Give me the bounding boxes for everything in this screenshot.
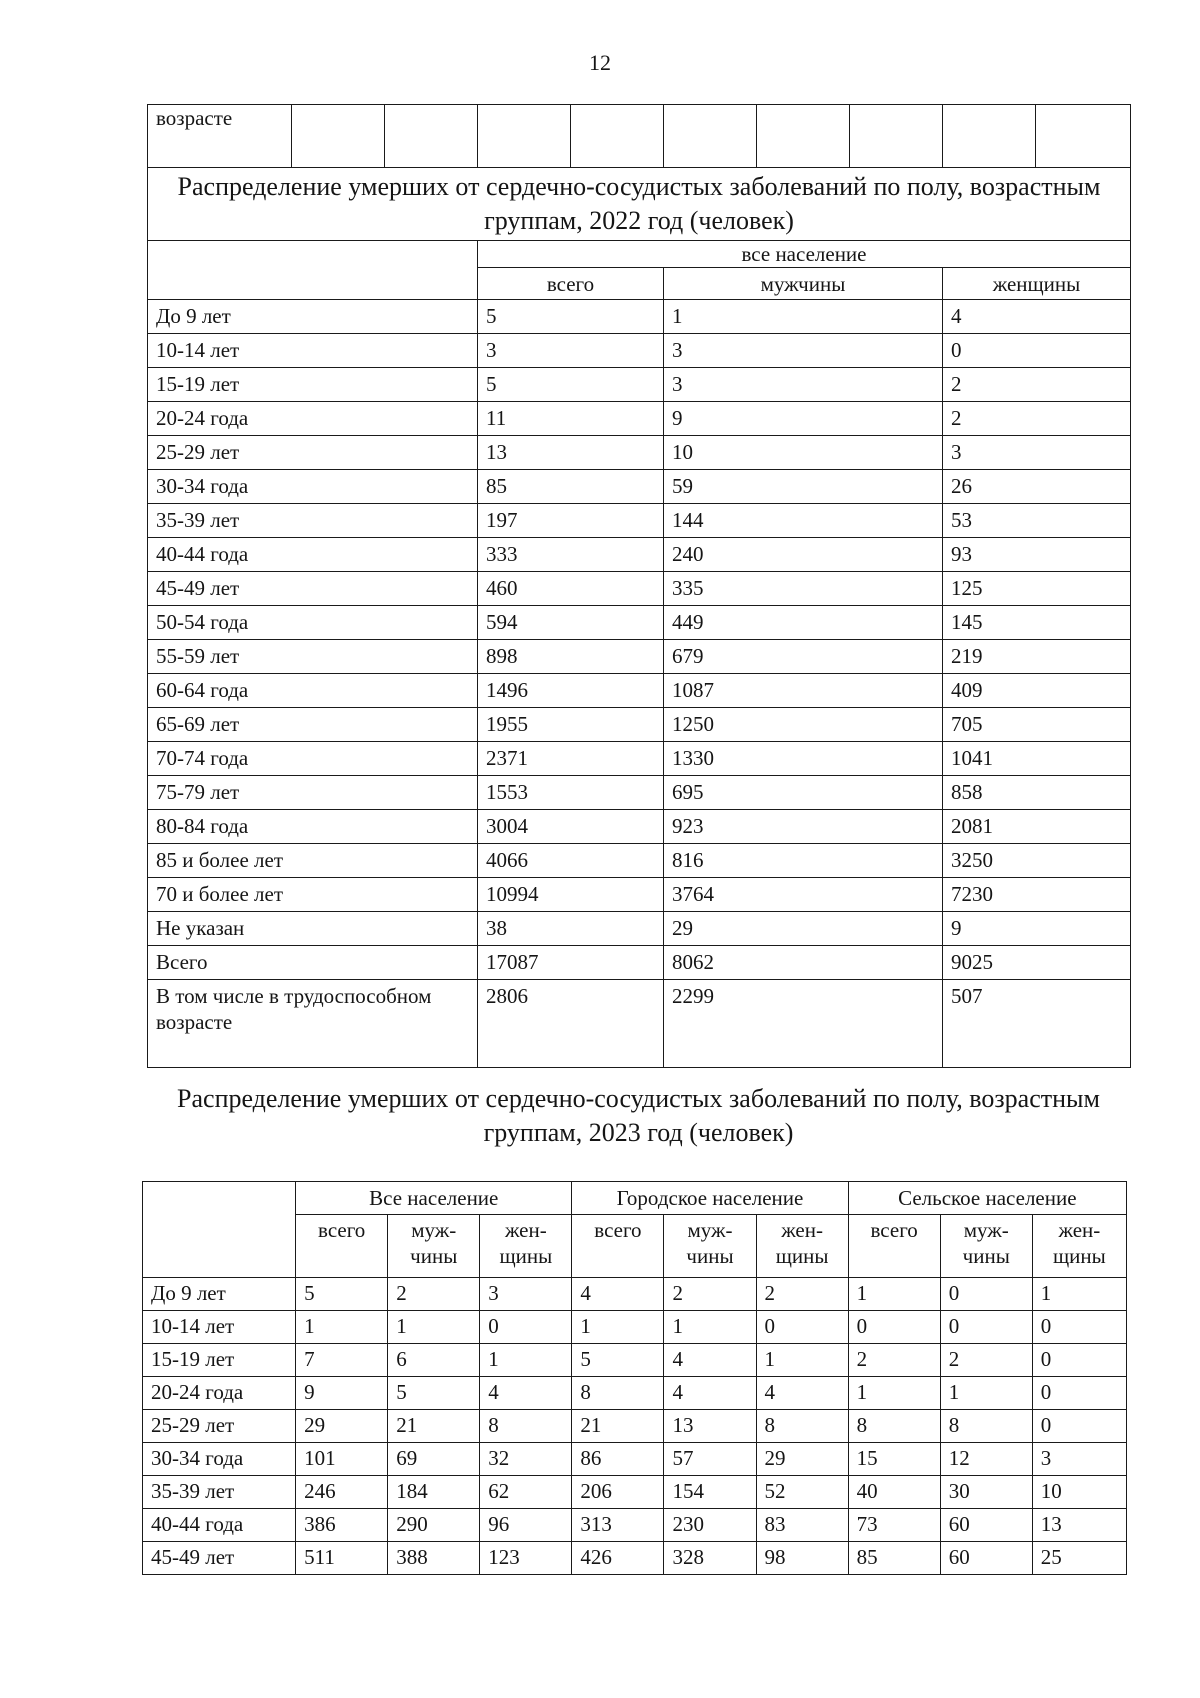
table-cell: 144 bbox=[664, 504, 943, 538]
row-label: 75-79 лет bbox=[148, 776, 478, 810]
table-cell: 816 bbox=[664, 844, 943, 878]
table-cell: 1087 bbox=[664, 674, 943, 708]
table-cell: 10994 bbox=[478, 878, 664, 912]
table-cell: 85 bbox=[478, 470, 664, 504]
table-row bbox=[148, 912, 1131, 946]
table-cell: 219 bbox=[943, 640, 1131, 674]
table-cell: 9 bbox=[664, 402, 943, 436]
table-cell: 8 bbox=[756, 1410, 848, 1443]
row-label: 25-29 лет bbox=[143, 1410, 296, 1443]
table-cell: 8 bbox=[940, 1410, 1032, 1443]
table-row bbox=[148, 878, 1131, 912]
table-cell: 98 bbox=[756, 1542, 848, 1575]
table-cell: 0 bbox=[940, 1278, 1032, 1311]
page-number: 12 bbox=[589, 50, 611, 75]
table-row bbox=[148, 300, 1131, 334]
table-cell: 125 bbox=[943, 572, 1131, 606]
table-cell: 1 bbox=[1032, 1278, 1126, 1311]
row-label: 45-49 лет bbox=[148, 572, 478, 606]
table-cell: 4 bbox=[572, 1278, 664, 1311]
table-cell: 1 bbox=[296, 1311, 388, 1344]
row-label: 70 и более лет bbox=[148, 878, 478, 912]
table-cell: 3 bbox=[943, 436, 1131, 470]
table-cell: 5 bbox=[296, 1278, 388, 1311]
table-cell: 705 bbox=[943, 708, 1131, 742]
table-row bbox=[148, 606, 1131, 640]
table-cell: 29 bbox=[756, 1443, 848, 1476]
table-cell: 4 bbox=[480, 1377, 572, 1410]
table-2023-subcolumn-header: всего bbox=[572, 1215, 664, 1278]
table-row bbox=[143, 1344, 1127, 1377]
table-cell: 154 bbox=[664, 1476, 756, 1509]
table-cell: 1955 bbox=[478, 708, 664, 742]
table-row bbox=[148, 368, 1131, 402]
row-label: 20-24 года bbox=[143, 1377, 296, 1410]
row-label: 40-44 года bbox=[143, 1509, 296, 1542]
table-cell: 3250 bbox=[943, 844, 1131, 878]
table-cell: 6 bbox=[388, 1344, 480, 1377]
table-cell: 409 bbox=[943, 674, 1131, 708]
row-label: 30-34 года bbox=[148, 470, 478, 504]
row-label: Не указан bbox=[148, 912, 478, 946]
table-row bbox=[143, 1377, 1127, 1410]
table-2023-subcolumn-header: жен-щины bbox=[756, 1215, 848, 1278]
table-cell: 52 bbox=[756, 1476, 848, 1509]
table-cell: 21 bbox=[572, 1410, 664, 1443]
table-cell: 32 bbox=[480, 1443, 572, 1476]
table-cell: 1 bbox=[480, 1344, 572, 1377]
table-cell: 290 bbox=[388, 1509, 480, 1542]
row-label: 65-69 лет bbox=[148, 708, 478, 742]
table-cell: 328 bbox=[664, 1542, 756, 1575]
table-2023-subcolumn-header: всего bbox=[296, 1215, 388, 1278]
table-cell: 10 bbox=[664, 436, 943, 470]
table-2023-subcolumn-header: муж-чины bbox=[664, 1215, 756, 1278]
table-cell: 62 bbox=[480, 1476, 572, 1509]
table-cell: 59 bbox=[664, 470, 943, 504]
table-cell: 2806 bbox=[478, 980, 664, 1068]
table-cell: 426 bbox=[572, 1542, 664, 1575]
table-row bbox=[148, 504, 1131, 538]
table-cell: 53 bbox=[943, 504, 1131, 538]
table-cell: 7 bbox=[296, 1344, 388, 1377]
table-cell: 101 bbox=[296, 1443, 388, 1476]
table-row bbox=[143, 1278, 1127, 1311]
table-2023-caption: Распределение умерших от сердечно-сосудистых заболеваний по полу, возрастным группам, 2023 год (человек) bbox=[177, 1084, 1100, 1147]
table-2023-subcolumn-header: муж-чины bbox=[940, 1215, 1032, 1278]
table-cell: 38 bbox=[478, 912, 664, 946]
table-cell: 695 bbox=[664, 776, 943, 810]
table-cell: 1553 bbox=[478, 776, 664, 810]
table-cell: 2 bbox=[943, 368, 1131, 402]
table-cell: 0 bbox=[1032, 1344, 1126, 1377]
table-cell: 0 bbox=[1032, 1311, 1126, 1344]
table-cell: 2 bbox=[943, 402, 1131, 436]
table-cell: 13 bbox=[478, 436, 664, 470]
table-cell: 184 bbox=[388, 1476, 480, 1509]
table-row bbox=[148, 742, 1131, 776]
table-2023-subcolumn-header: всего bbox=[848, 1215, 940, 1278]
table-row bbox=[143, 1311, 1127, 1344]
table-cell: 86 bbox=[572, 1443, 664, 1476]
table-cell: 2 bbox=[388, 1278, 480, 1311]
row-label: 55-59 лет bbox=[148, 640, 478, 674]
table-cell: 3 bbox=[1032, 1443, 1126, 1476]
table-cell: 2299 bbox=[664, 980, 943, 1068]
row-label: 70-74 года bbox=[148, 742, 478, 776]
table-cell: 7230 bbox=[943, 878, 1131, 912]
table-cell: 9025 bbox=[943, 946, 1131, 980]
row-label: 40-44 года bbox=[148, 538, 478, 572]
table-cell: 60 bbox=[940, 1509, 1032, 1542]
table-cell: 3 bbox=[664, 334, 943, 368]
table-cell: 4 bbox=[664, 1344, 756, 1377]
row-label: До 9 лет bbox=[143, 1278, 296, 1311]
table-cell: 1496 bbox=[478, 674, 664, 708]
table-cell: 679 bbox=[664, 640, 943, 674]
table-cell: 30 bbox=[940, 1476, 1032, 1509]
table-2023-subcolumn-header: жен-щины bbox=[480, 1215, 572, 1278]
row-label: 80-84 года bbox=[148, 810, 478, 844]
table-cell: 1 bbox=[848, 1278, 940, 1311]
row-label: 35-39 лет bbox=[148, 504, 478, 538]
table-cell: 460 bbox=[478, 572, 664, 606]
table-row bbox=[148, 640, 1131, 674]
table-cell: 386 bbox=[296, 1509, 388, 1542]
table-cell: 13 bbox=[664, 1410, 756, 1443]
table-cell: 57 bbox=[664, 1443, 756, 1476]
table-cell: 85 bbox=[848, 1542, 940, 1575]
table-cell: 12 bbox=[940, 1443, 1032, 1476]
table-cell: 898 bbox=[478, 640, 664, 674]
table-cell: 1 bbox=[848, 1377, 940, 1410]
table-cell: 4066 bbox=[478, 844, 664, 878]
row-label: 30-34 года bbox=[143, 1443, 296, 1476]
table-cell: 83 bbox=[756, 1509, 848, 1542]
row-label: 45-49 лет bbox=[143, 1542, 296, 1575]
table-cell: 923 bbox=[664, 810, 943, 844]
table-cell: 2 bbox=[848, 1344, 940, 1377]
table-cell: 511 bbox=[296, 1542, 388, 1575]
table-cell: 2 bbox=[940, 1344, 1032, 1377]
table-2023-group-header: Сельское население bbox=[848, 1182, 1126, 1215]
table-cell: 0 bbox=[940, 1311, 1032, 1344]
table-cell: 1041 bbox=[943, 742, 1131, 776]
table-2023-group-header: Все население bbox=[296, 1182, 572, 1215]
table-row bbox=[148, 980, 1131, 1068]
table-cell: 0 bbox=[848, 1311, 940, 1344]
table-cell: 0 bbox=[1032, 1377, 1126, 1410]
table-cell: 1330 bbox=[664, 742, 943, 776]
table-2023 bbox=[142, 1181, 1127, 1575]
table-cell: 4 bbox=[664, 1377, 756, 1410]
continuation-row-label: возрасте bbox=[148, 105, 292, 168]
table-row bbox=[143, 1443, 1127, 1476]
table-cell: 0 bbox=[480, 1311, 572, 1344]
row-label: 20-24 года bbox=[148, 402, 478, 436]
table-cell: 93 bbox=[943, 538, 1131, 572]
table-cell: 449 bbox=[664, 606, 943, 640]
table-row bbox=[148, 538, 1131, 572]
table-cell: 8062 bbox=[664, 946, 943, 980]
table-2023-corner bbox=[143, 1182, 296, 1278]
table-cell: 0 bbox=[756, 1311, 848, 1344]
row-label: 15-19 лет bbox=[143, 1344, 296, 1377]
table-cell: 2371 bbox=[478, 742, 664, 776]
table-cell: 73 bbox=[848, 1509, 940, 1542]
table-cell: 3 bbox=[664, 368, 943, 402]
table-cell: 9 bbox=[943, 912, 1131, 946]
table-cell: 5 bbox=[572, 1344, 664, 1377]
table-2023-subcolumn-header: жен-щины bbox=[1032, 1215, 1126, 1278]
table-2022 bbox=[147, 104, 1131, 1068]
row-label: В том числе в трудоспособном возрасте bbox=[148, 980, 478, 1068]
table-cell: 26 bbox=[943, 470, 1131, 504]
table-cell: 4 bbox=[943, 300, 1131, 334]
table-cell: 145 bbox=[943, 606, 1131, 640]
table-cell: 246 bbox=[296, 1476, 388, 1509]
table-2022-col-header: мужчины bbox=[664, 268, 943, 300]
table-row bbox=[148, 470, 1131, 504]
table-cell: 206 bbox=[572, 1476, 664, 1509]
table-cell: 13 bbox=[1032, 1509, 1126, 1542]
table-cell: 29 bbox=[296, 1410, 388, 1443]
table-cell: 25 bbox=[1032, 1542, 1126, 1575]
continuation-row bbox=[148, 105, 1131, 168]
table-2022-corner bbox=[148, 241, 478, 300]
table-cell: 197 bbox=[478, 504, 664, 538]
table-cell: 5 bbox=[388, 1377, 480, 1410]
row-label: 15-19 лет bbox=[148, 368, 478, 402]
row-label: 10-14 лет bbox=[148, 334, 478, 368]
table-cell: 240 bbox=[664, 538, 943, 572]
table-row bbox=[148, 776, 1131, 810]
table-row bbox=[148, 946, 1131, 980]
table-cell: 60 bbox=[940, 1542, 1032, 1575]
table-cell: 3764 bbox=[664, 878, 943, 912]
table-cell: 1250 bbox=[664, 708, 943, 742]
table-cell: 3 bbox=[478, 334, 664, 368]
table-row bbox=[148, 436, 1131, 470]
table-cell: 335 bbox=[664, 572, 943, 606]
table-cell: 2081 bbox=[943, 810, 1131, 844]
table-cell: 1 bbox=[664, 300, 943, 334]
row-label: 25-29 лет bbox=[148, 436, 478, 470]
table-row bbox=[148, 402, 1131, 436]
table-cell: 8 bbox=[848, 1410, 940, 1443]
table-cell: 230 bbox=[664, 1509, 756, 1542]
table-cell: 1 bbox=[572, 1311, 664, 1344]
table-row bbox=[143, 1476, 1127, 1509]
row-label: 50-54 года bbox=[148, 606, 478, 640]
table-row bbox=[143, 1509, 1127, 1542]
table-cell: 1 bbox=[756, 1344, 848, 1377]
table-2022-group-header: все население bbox=[478, 241, 1131, 268]
table-row bbox=[143, 1542, 1127, 1575]
table-cell: 10 bbox=[1032, 1476, 1126, 1509]
table-cell: 9 bbox=[296, 1377, 388, 1410]
row-label: 60-64 года bbox=[148, 674, 478, 708]
row-label: 35-39 лет bbox=[143, 1476, 296, 1509]
table-row bbox=[148, 844, 1131, 878]
table-cell: 29 bbox=[664, 912, 943, 946]
table-cell: 11 bbox=[478, 402, 664, 436]
row-label: 10-14 лет bbox=[143, 1311, 296, 1344]
table-2022-col-header: женщины bbox=[943, 268, 1131, 300]
table-cell: 594 bbox=[478, 606, 664, 640]
table-cell: 2 bbox=[664, 1278, 756, 1311]
table-cell: 2 bbox=[756, 1278, 848, 1311]
table-cell: 0 bbox=[1032, 1410, 1126, 1443]
table-cell: 1 bbox=[664, 1311, 756, 1344]
table-2023-group-header: Городское население bbox=[572, 1182, 848, 1215]
table-2023-subcolumn-header: муж-чины bbox=[388, 1215, 480, 1278]
table-cell: 8 bbox=[572, 1377, 664, 1410]
table-cell: 123 bbox=[480, 1542, 572, 1575]
table-cell: 858 bbox=[943, 776, 1131, 810]
row-label: До 9 лет bbox=[148, 300, 478, 334]
table-row bbox=[148, 572, 1131, 606]
table-row bbox=[148, 708, 1131, 742]
table-cell: 5 bbox=[478, 368, 664, 402]
table-row bbox=[148, 810, 1131, 844]
table-cell: 313 bbox=[572, 1509, 664, 1542]
table-cell: 4 bbox=[756, 1377, 848, 1410]
table-cell: 1 bbox=[388, 1311, 480, 1344]
table-2022-caption: Распределение умерших от сердечно-сосудистых заболеваний по полу, возрастным группам, 2022 год (человек) bbox=[148, 168, 1131, 241]
table-cell: 0 bbox=[943, 334, 1131, 368]
table-cell: 507 bbox=[943, 980, 1131, 1068]
table-cell: 17087 bbox=[478, 946, 664, 980]
table-cell: 5 bbox=[478, 300, 664, 334]
table-cell: 69 bbox=[388, 1443, 480, 1476]
table-cell: 333 bbox=[478, 538, 664, 572]
table-cell: 8 bbox=[480, 1410, 572, 1443]
table-2022-col-header: всего bbox=[478, 268, 664, 300]
table-cell: 3 bbox=[480, 1278, 572, 1311]
table-cell: 388 bbox=[388, 1542, 480, 1575]
table-cell: 15 bbox=[848, 1443, 940, 1476]
table-cell: 96 bbox=[480, 1509, 572, 1542]
table-cell: 3004 bbox=[478, 810, 664, 844]
table-row bbox=[148, 674, 1131, 708]
table-row bbox=[143, 1410, 1127, 1443]
table-cell: 40 bbox=[848, 1476, 940, 1509]
row-label: Всего bbox=[148, 946, 478, 980]
table-cell: 21 bbox=[388, 1410, 480, 1443]
row-label: 85 и более лет bbox=[148, 844, 478, 878]
table-cell: 1 bbox=[940, 1377, 1032, 1410]
table-row bbox=[148, 334, 1131, 368]
